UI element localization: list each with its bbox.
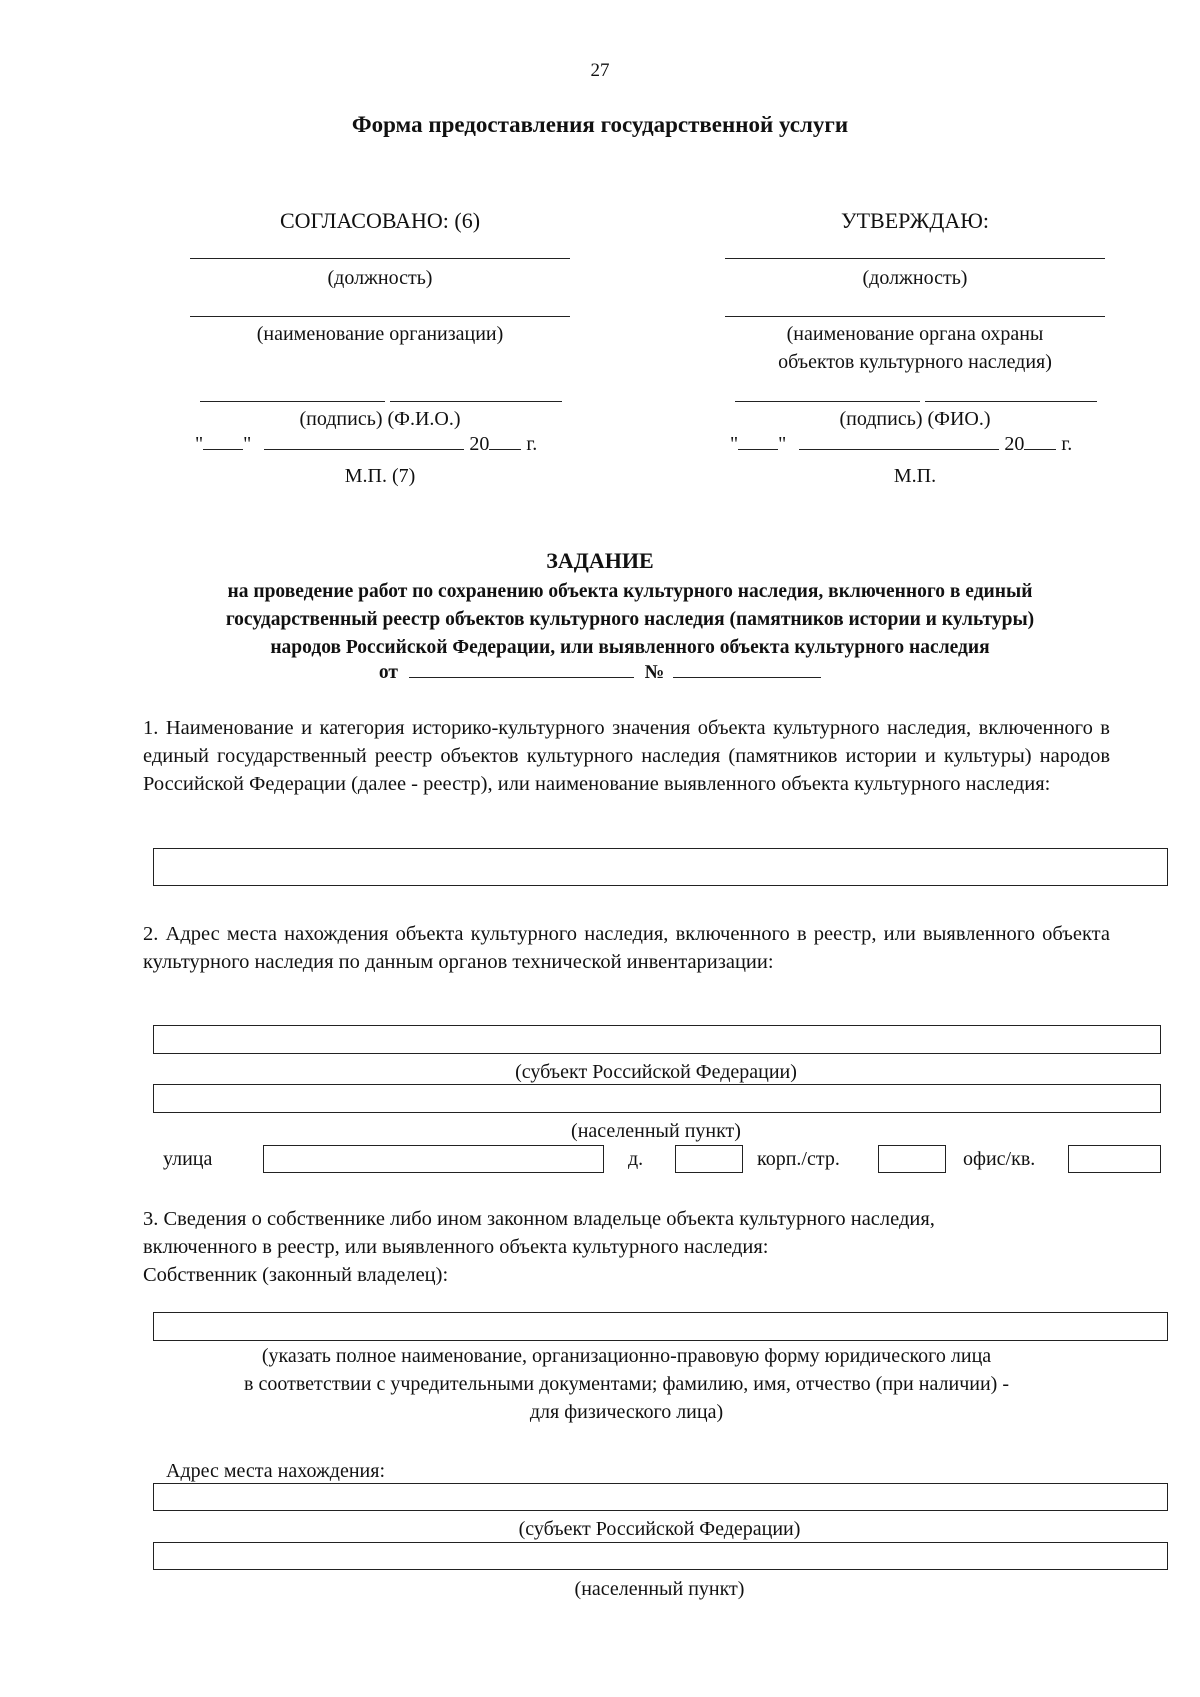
building-field[interactable]: [878, 1145, 946, 1173]
owner-address-label: Адрес места нахождения:: [166, 1460, 385, 1482]
section3-text-line2: включенного в реестр, или выявленного объекта культурного наследия:: [143, 1236, 769, 1258]
page-number: 27: [590, 60, 610, 81]
task-subtitle-line1: на проведение работ по сохранению объекта культурного наследия, включенного в единый: [227, 581, 1033, 602]
owner-caption-line3: для физического лица): [529, 1401, 724, 1423]
building-label: корп./стр.: [757, 1148, 840, 1170]
street-field[interactable]: [263, 1145, 604, 1173]
approval-right-org-caption-line1: (наименование органа охраны: [786, 323, 1044, 345]
locality-caption: (населенный пункт): [571, 1120, 741, 1142]
approval-right-fio-line: [925, 401, 1097, 402]
approval-left-org-line: [190, 316, 570, 317]
approval-right-stamp: М.П.: [893, 465, 937, 487]
approval-right-signature-line: [735, 401, 920, 402]
region-field[interactable]: [153, 1025, 1161, 1054]
locality-field[interactable]: [153, 1084, 1161, 1113]
owner-region-caption: (субъект Российской Федерации): [518, 1518, 801, 1540]
task-number-line: [0, 662, 1200, 684]
task-date-blank[interactable]: [409, 677, 634, 678]
house-label: д.: [628, 1148, 644, 1170]
house-field[interactable]: [675, 1145, 743, 1173]
approval-left-stamp: М.П. (7): [344, 465, 416, 487]
approval-left-signature-line: [200, 401, 385, 402]
approval-left-heading: СОГЛАСОВАНО: (6): [279, 208, 481, 233]
section3-text: [143, 1205, 1110, 1289]
approval-right-org-line: [725, 316, 1105, 317]
owner-caption-line1: (указать полное наименование, организационно-правовую форму юридического лица: [261, 1345, 992, 1367]
approval-left-fio-line: [390, 401, 562, 402]
object-name-field[interactable]: [153, 848, 1168, 886]
office-label: офис/кв.: [963, 1148, 1036, 1170]
task-number-label: №: [644, 662, 665, 683]
task-number-blank[interactable]: [673, 677, 821, 678]
office-field[interactable]: [1068, 1145, 1161, 1173]
owner-locality-field[interactable]: [153, 1542, 1168, 1570]
section2-text: 2. Адрес места нахождения объекта культурного наследия, включенного в реестр, или выявленного объекта культурного наследия по данным органов технической инвентаризации:: [143, 923, 1110, 973]
owner-caption-line2: в соответствии с учредительными документами; фамилию, имя, отчество (при наличии) -: [244, 1373, 1009, 1395]
section1-text: 1. Наименование и категория историко-культурного значения объекта культурного наследия, включенного в единый государственный реестр объектов культурного наследия (памятников истории и культуры) народов Российской Федерации (далее - реестр), или наименование выявленного объекта культурного наследия:: [143, 717, 1110, 795]
approval-right-heading: УТВЕРЖДАЮ:: [841, 208, 989, 233]
approval-left-org-caption: (наименование организации): [256, 323, 504, 345]
approval-left-date: " " 20 г.: [195, 433, 538, 455]
approval-right-date: " " 20 г.: [730, 433, 1073, 455]
section3-text-line1: 3. Сведения о собственнике либо ином законном владельце объекта культурного наследия,: [143, 1208, 935, 1230]
task-title: ЗАДАНИЕ: [546, 548, 654, 573]
approval-right-sign-caption: (подпись) (ФИО.): [839, 408, 991, 430]
approval-left-position-line: [190, 258, 570, 259]
owner-locality-caption: (населенный пункт): [574, 1578, 745, 1600]
owner-caption: [143, 1342, 1110, 1426]
owner-region-field[interactable]: [153, 1483, 1168, 1511]
owner-label: Собственник (законный владелец):: [143, 1264, 449, 1286]
form-title: Форма предоставления государственной услуги: [351, 112, 849, 137]
street-label: улица: [163, 1148, 213, 1170]
owner-field[interactable]: [153, 1312, 1168, 1341]
task-subtitle-line2: государственный реестр объектов культурного наследия (памятников истории и культуры): [225, 609, 1035, 630]
task-subtitle-line3: народов Российской Федерации, или выявленного объекта культурного наследия: [270, 637, 990, 658]
task-from-label: от: [378, 662, 398, 683]
approval-right-org-caption-line2: объектов культурного наследия): [778, 351, 1052, 373]
task-subtitle: [140, 578, 1120, 662]
region-caption: (субъект Российской Федерации): [515, 1061, 797, 1083]
approval-left-position-caption: (должность): [327, 267, 433, 289]
approval-right-position-line: [725, 258, 1105, 259]
approval-left-sign-caption: (подпись) (Ф.И.О.): [299, 408, 461, 430]
approval-right-position-caption: (должность): [862, 267, 968, 289]
